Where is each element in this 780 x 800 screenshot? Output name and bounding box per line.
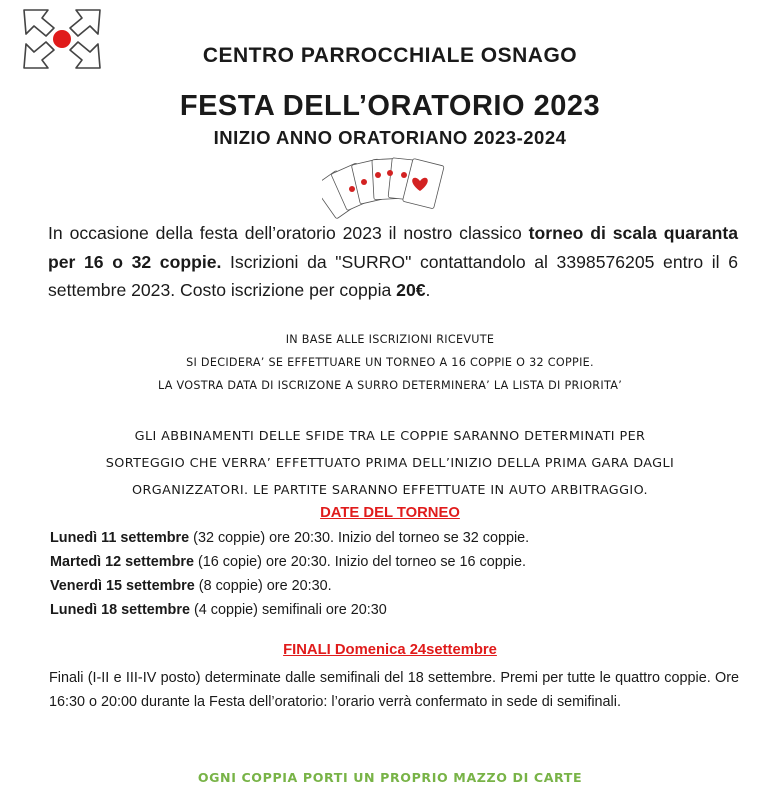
intro-text-3: .	[425, 280, 431, 300]
date-day: Martedì 12 settembre	[50, 554, 194, 570]
date-day: Lunedì 11 settembre	[50, 530, 190, 546]
playing-cards-icon	[322, 155, 452, 225]
intro-paragraph	[48, 219, 738, 305]
pairings-line-1: GLI ABBINAMENTI DELLE SFIDE TRA LE COPPIE SARANNO DETERMINATI PER	[134, 429, 646, 444]
finals-heading: FINALI Domenica 24settembre	[283, 642, 497, 658]
page-title: FESTA DELL’ORATORIO 2023	[179, 90, 601, 122]
pairings-line-3: ORGANIZZATORI. LE PARTITE SARANNO EFFETTUATE IN AUTO ARBITRAGGIO.	[132, 483, 648, 498]
date-item	[50, 578, 332, 594]
notice-line-3: LA VOSTRA DATA DI ISCRIZONE A SURRO DETERMINERA’ LA LISTA DI PRIORITA’	[157, 379, 623, 392]
date-detail: (16 copie) ore 20:30. Inizio del torneo se 16 coppie.	[193, 554, 526, 570]
intro-text-1: In occasione della festa dell’oratorio 2023 il nostro classico	[48, 223, 529, 243]
date-detail: (32 coppie) ore 20:30. Inizio del torneo se 32 coppie.	[189, 530, 530, 546]
page-subtitle: INIZIO ANNO ORATORIANO 2023-2024	[213, 127, 567, 148]
date-item	[50, 554, 526, 570]
date-item	[50, 602, 387, 618]
dates-heading: DATE DEL TORNEO	[320, 505, 460, 521]
intro-text-2: Iscrizioni da "SURRO" contattandolo al 3398576205 entro il 6 settembre 2023. Costo iscrizione per coppia	[48, 251, 739, 300]
date-detail: (4 coppie) semifinali ore 20:30	[189, 602, 387, 618]
notice-line-2: SI DECIDERA’ SE EFFETTUARE UN TORNEO A 16 COPPIE O 32 COPPIE.	[186, 356, 594, 369]
intro-bold-tournament: torneo di scala quaranta per 16 o 32 coppie.	[48, 223, 738, 272]
date-day: Venerdì 15 settembre	[50, 578, 195, 594]
pairings-line-2: SORTEGGIO CHE VERRA’ EFFETTUATO PRIMA DELL’INIZIO DELLA PRIMA GARA DAGLI	[105, 456, 675, 471]
footer-note: OGNI COPPIA PORTI UN PROPRIO MAZZO DI CARTE	[197, 770, 583, 785]
date-item	[50, 530, 529, 546]
date-detail: (8 coppie) ore 20:30.	[194, 578, 332, 594]
intro-bold-price: 20€	[396, 280, 426, 300]
date-day: Lunedì 18 settembre	[50, 602, 190, 618]
organization-name: CENTRO PARROCCHIALE OSNAGO	[202, 44, 578, 67]
notice-line-1: IN BASE ALLE ISCRIZIONI RICEVUTE	[285, 333, 495, 346]
finals-paragraph: Finali (I-II e III-IV posto) determinate dalle semifinali del 18 settembre. Premi per tutte le quattro coppie. Ore 16:30 o 20:00 durante la Festa dell’oratorio: l’orario verrà confermato in sede di semifinali.	[49, 670, 739, 710]
